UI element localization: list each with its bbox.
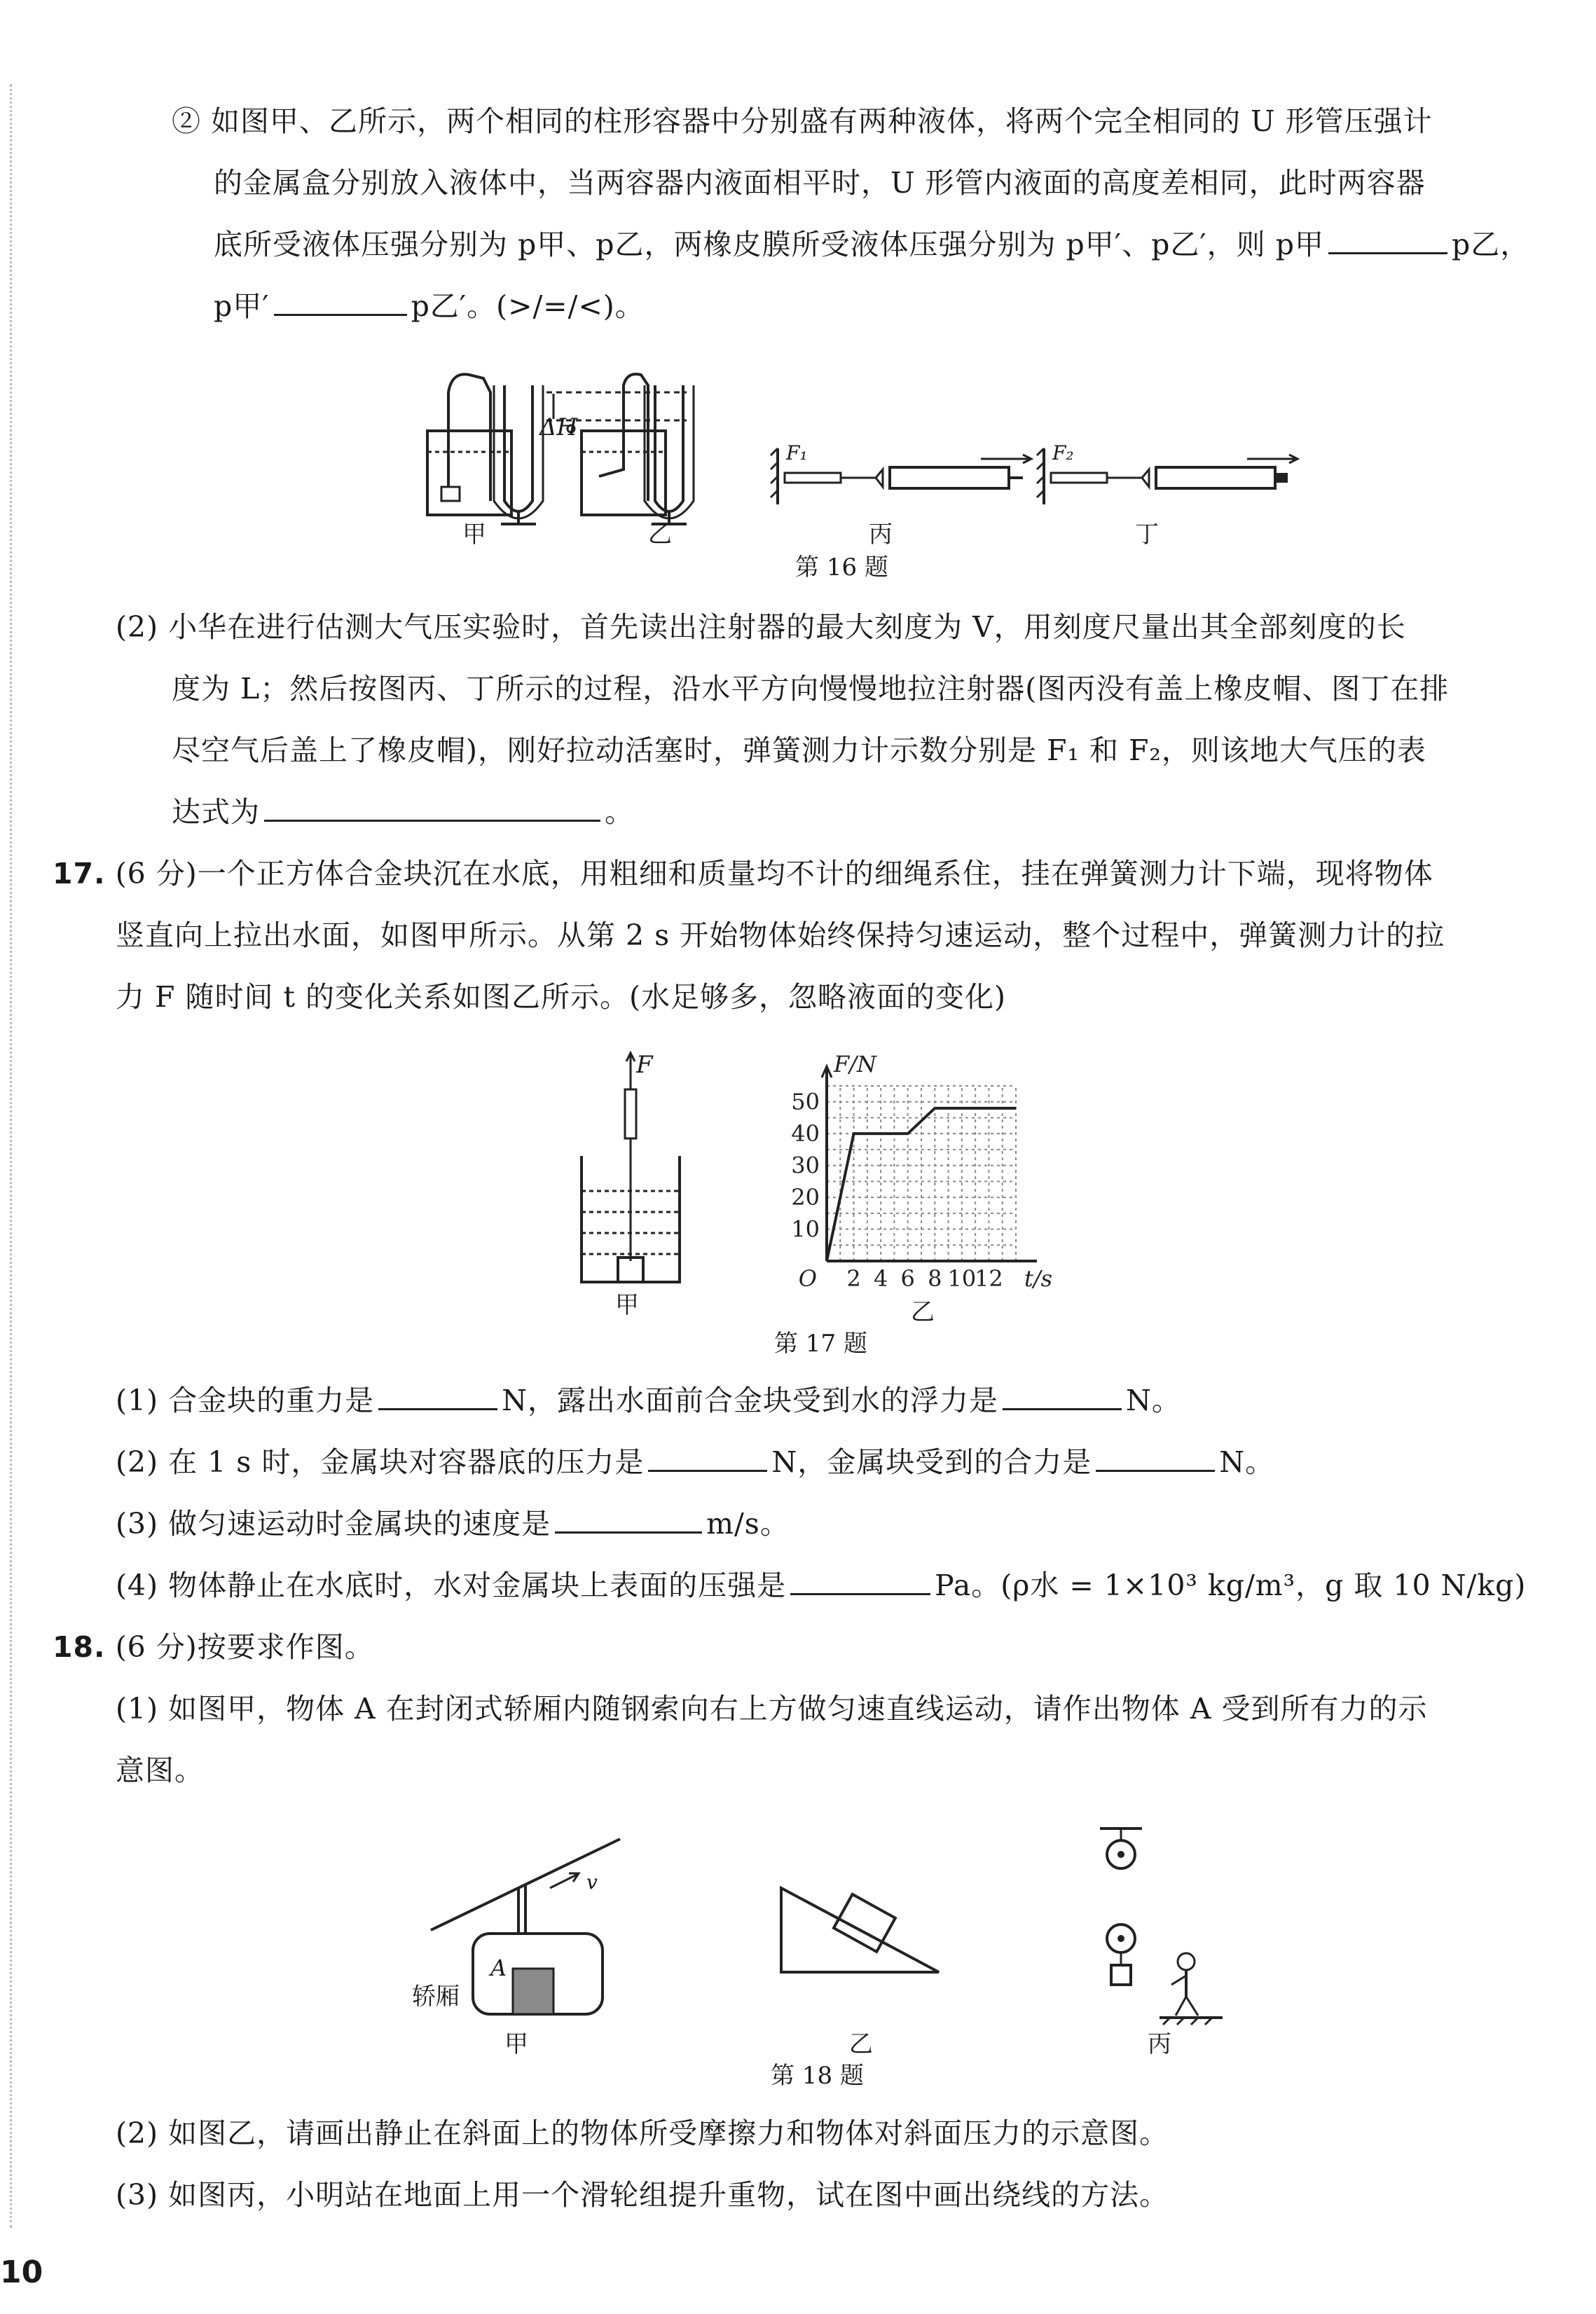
label-f2: F₂ bbox=[1052, 441, 1074, 464]
q17-line1 bbox=[53, 850, 1433, 892]
answer-blank-net-force[interactable] bbox=[1096, 1446, 1215, 1472]
label-yi-16: 乙 bbox=[648, 521, 672, 549]
label-jia-18: 甲 bbox=[504, 2030, 528, 2058]
label-f-17: F bbox=[636, 1051, 653, 1079]
q17-line1-text: (6 分)一个正方体合金块沉在水底，用粗细和质量均不计的细绳系住，挂在弹簧测力计下端，现将物体 bbox=[115, 857, 1433, 890]
q16-p2-line4a: p甲′ bbox=[214, 289, 270, 323]
q16-p2-line4b: p乙′。(>/=/<)。 bbox=[411, 289, 645, 323]
label-yi-18: 乙 bbox=[849, 2030, 873, 2058]
y-tick-label-40: 40 bbox=[791, 1120, 820, 1148]
x-tick-label-2: 2 bbox=[846, 1265, 861, 1292]
alloy-block bbox=[618, 1258, 643, 1282]
answer-blank-pressure-force[interactable] bbox=[648, 1446, 767, 1472]
syringe-ding bbox=[1156, 467, 1275, 488]
incline-plane bbox=[781, 1888, 939, 1972]
q16-p2-line4 bbox=[214, 283, 645, 324]
syringe-figure bbox=[771, 445, 1303, 508]
caption-17: 第 17 题 bbox=[774, 1330, 867, 1358]
q17-s2b: N，金属块受到的合力是 bbox=[771, 1445, 1092, 1479]
q17-s1c: N。 bbox=[1125, 1384, 1181, 1417]
q16-s2-line1: (2) 小华在进行估测大气压实验时，首先读出注射器的最大刻度为 V，用刻度尺量出其全部刻度的长 bbox=[116, 610, 1406, 644]
q17-s3 bbox=[116, 1501, 790, 1542]
answer-blank-velocity[interactable] bbox=[555, 1508, 702, 1534]
q17-number: 17. bbox=[53, 857, 106, 890]
spring-scale-17 bbox=[625, 1089, 636, 1138]
page-number: 10 bbox=[0, 2254, 43, 2290]
origin-label: O bbox=[798, 1265, 817, 1292]
q17-s3a: (3) 做匀速运动时金属块的速度是 bbox=[116, 1507, 551, 1541]
weight bbox=[1111, 1965, 1131, 1985]
x-tick-label-6: 6 bbox=[900, 1265, 915, 1292]
answer-blank-gravity[interactable] bbox=[378, 1384, 497, 1410]
answer-blank-pjia2-pyi2[interactable] bbox=[274, 290, 407, 316]
block-a bbox=[513, 1969, 553, 2014]
manometer-figure bbox=[413, 364, 736, 525]
answer-blank-buoyancy[interactable] bbox=[1003, 1384, 1122, 1410]
answer-blank-pjia-pyi[interactable] bbox=[1328, 228, 1447, 254]
q16-p2-line3 bbox=[214, 221, 1529, 263]
spring-scale-bing bbox=[785, 473, 841, 483]
q17-line2: 竖直向上拉出水面，如图甲所示。从第 2 s 开始物体始终保持匀速运动，整个过程中，弹簧测力计的拉 bbox=[116, 918, 1445, 952]
label-car: 轿厢 bbox=[412, 1983, 460, 2011]
label-bing-18: 丙 bbox=[1148, 2030, 1171, 2058]
q17-s2 bbox=[116, 1439, 1274, 1480]
pulley-system-figure bbox=[1093, 1825, 1233, 2028]
q18-head bbox=[53, 1624, 374, 1665]
answer-blank-atm-expression[interactable] bbox=[264, 796, 600, 822]
q18-s2: (2) 如图乙，请画出静止在斜面上的物体所受摩擦力和物体对斜面压力的示意图。 bbox=[116, 2116, 1169, 2150]
y-tick-label-20: 20 bbox=[791, 1184, 820, 1211]
y-tick-label-10: 10 bbox=[791, 1215, 820, 1243]
syringe-bing bbox=[890, 467, 1009, 488]
incline-figure bbox=[778, 1885, 946, 1976]
y-tick-label-50: 50 bbox=[791, 1088, 820, 1115]
q17-s2c: N。 bbox=[1219, 1445, 1275, 1479]
force-time-chart bbox=[764, 1051, 1058, 1292]
q16-s2-line4 bbox=[172, 789, 634, 830]
label-f1: F₁ bbox=[786, 441, 808, 464]
q17-s4a: (4) 物体静止在水底时，水对金属块上表面的压强是 bbox=[116, 1569, 787, 1602]
q17-line3: 力 F 随时间 t 的变化关系如图乙所示。(水足够多，忽略液面的变化) bbox=[116, 980, 1007, 1014]
container-jia bbox=[427, 431, 511, 515]
q17-s1a: (1) 合金块的重力是 bbox=[116, 1384, 375, 1417]
x-tick-label-4: 4 bbox=[873, 1265, 888, 1292]
q17-s1 bbox=[116, 1377, 1181, 1419]
answer-blank-water-pressure[interactable] bbox=[790, 1569, 930, 1595]
u-tube-jia bbox=[504, 385, 532, 511]
x-tick-label-12: 12 bbox=[975, 1265, 1003, 1292]
q16-p2-line2: 的金属盒分别放入液体中，当两容器内液面相平时，U 形管内液面的高度差相同，此时两容器 bbox=[214, 166, 1426, 200]
q18-s3: (3) 如图丙，小明站在地面上用一个滑轮组提升重物，试在图中画出绕线的方法。 bbox=[116, 2178, 1169, 2212]
caption-18: 第 18 题 bbox=[771, 2062, 864, 2090]
label-v: v bbox=[586, 1871, 598, 1894]
q17-s4 bbox=[116, 1562, 1526, 1604]
q17-s1b: N，露出水面前合金块受到水的浮力是 bbox=[502, 1384, 998, 1417]
q17-s3b: m/s。 bbox=[706, 1507, 790, 1541]
q18-number: 18. bbox=[53, 1630, 106, 1664]
y-tick-label-30: 30 bbox=[791, 1152, 820, 1179]
q16-s2-line2: 度为 L；然后按图丙、丁所示的过程，沿水平方向慢慢地拉注射器(图丙没有盖上橡皮帽、图丁在排 bbox=[172, 672, 1450, 705]
label-bing-16: 丙 bbox=[869, 521, 893, 549]
q16-s2-line4-end: 。 bbox=[605, 795, 634, 829]
margin-dotted-line bbox=[10, 84, 12, 2228]
label-a: A bbox=[490, 1955, 507, 1981]
q17-s2a: (2) 在 1 s 时，金属块对容器底的压力是 bbox=[116, 1445, 645, 1479]
person-head bbox=[1178, 1953, 1195, 1970]
q16-p2-line3b: p乙， bbox=[1451, 228, 1530, 261]
q16-p2-line3a: 底所受液体压强分别为 p甲、p乙，两橡皮膜所受液体压强分别为 p甲′、p乙′，则 p甲 bbox=[214, 228, 1324, 261]
label-delta-h: ΔH bbox=[539, 413, 578, 441]
q18-s1-line2: 意图。 bbox=[116, 1754, 204, 1787]
q16-s2-line4-text: 达式为 bbox=[172, 795, 260, 829]
label-yi-17: 乙 bbox=[911, 1298, 935, 1326]
label-jia-17: 甲 bbox=[615, 1291, 639, 1319]
q16-p2-line1: ② 如图甲、乙所示，两个相同的柱形容器中分别盛有两种液体，将两个完全相同的 U 形管压强计 bbox=[172, 104, 1433, 138]
x-tick-label-8: 8 bbox=[928, 1265, 942, 1292]
q17-s4b: Pa。(ρ水 = 1×10³ kg/m³，g 取 10 N/kg) bbox=[935, 1569, 1527, 1602]
label-jia-16: 甲 bbox=[462, 521, 486, 549]
x-tick-label-10: 10 bbox=[947, 1265, 977, 1292]
spring-scale-ding bbox=[1051, 473, 1107, 483]
y-axis-label: F/N bbox=[834, 1051, 876, 1077]
spring-scale-beaker-figure bbox=[575, 1051, 687, 1289]
caption-16: 第 16 题 bbox=[795, 553, 888, 581]
q18-s1-line1: (1) 如图甲，物体 A 在封闭式轿厢内随钢索向右上方做匀速直线运动，请作出物体 A 受到所有力的示 bbox=[116, 1692, 1428, 1726]
label-ding-16: 丁 bbox=[1135, 521, 1159, 549]
u-tube-yi bbox=[655, 385, 683, 511]
q16-s2-line3: 尽空气后盖上了橡皮帽)，刚好拉动活塞时，弹簧测力计示数分别是 F₁ 和 F₂，则该地大气压的表 bbox=[172, 734, 1426, 767]
x-axis-label: t/s bbox=[1024, 1265, 1053, 1292]
q18-head-text: (6 分)按要求作图。 bbox=[115, 1630, 374, 1664]
